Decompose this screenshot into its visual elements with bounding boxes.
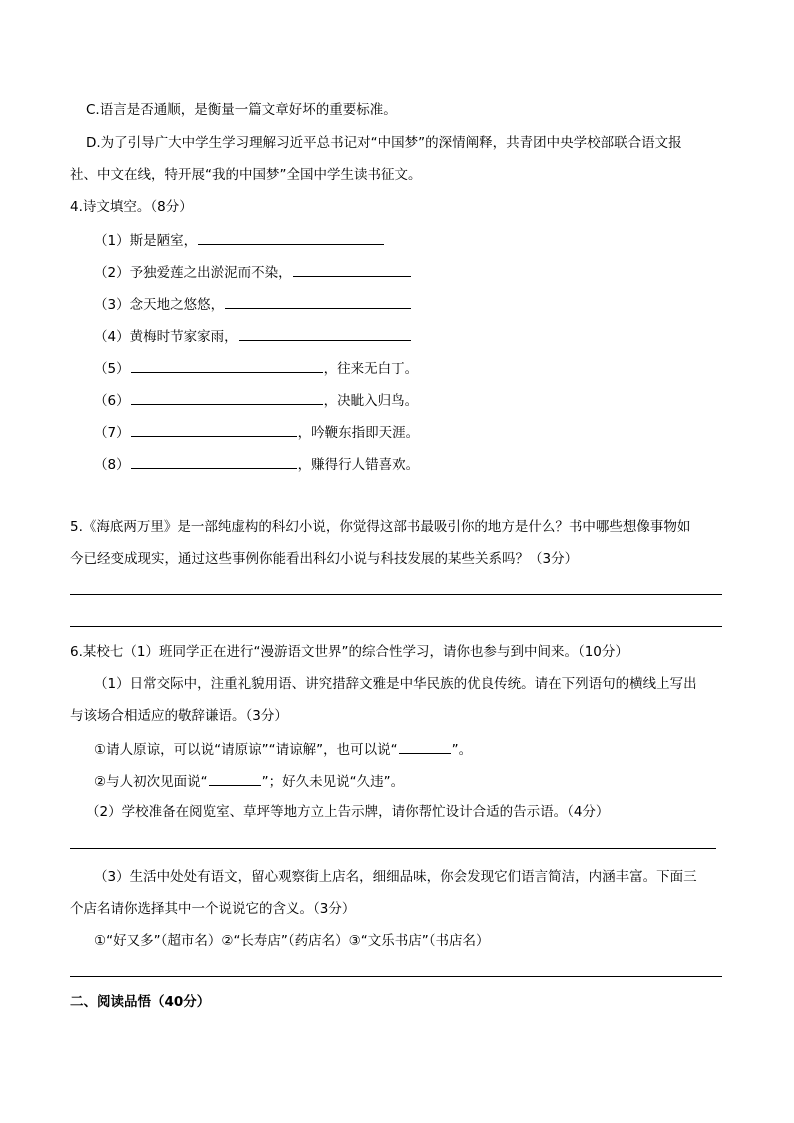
q3-option-d-line2: 社、中文在线，特开展“我的中国梦”全国中学生读书征文。: [70, 167, 422, 183]
q6-part1-item-a-close: ”。: [451, 742, 473, 758]
q6-part3-answer-line[interactable]: [70, 976, 722, 977]
q4-item-5-blank[interactable]: [131, 358, 323, 373]
q3-option-d-line1: D.为了引导广大中学生学习理解习近平总书记对“中国梦”的深情阐释，共青团中央学校部联合语文报: [86, 135, 682, 151]
q6-part1-item-b: [94, 771, 404, 791]
q6-part2: （2）学校准备在阅览室、草坪等地方立上告示牌，请你帮忙设计合适的告示语。（4分）: [86, 804, 610, 820]
q4-item-2-text: 予独爱莲之出淤泥而不染，: [129, 265, 292, 281]
q6-part1-item-b-text: ②与人初次见面说“: [94, 774, 208, 790]
q4-item-6-blank[interactable]: [131, 390, 323, 405]
q4-item-8-number: （8）: [94, 457, 130, 473]
q4-item-2-blank[interactable]: [293, 262, 411, 277]
q4-item-3: [94, 294, 412, 314]
q6-part2-answer-line[interactable]: [70, 848, 716, 849]
q6-part3-line2: 个店名请你选择其中一个说说它的含义。（3分）: [70, 901, 356, 917]
q6-part1-item-a-blank[interactable]: [399, 739, 451, 754]
q4-item-4-text: 黄梅时节家家雨，: [129, 329, 238, 345]
q4-item-2-number: （2）: [94, 265, 130, 281]
q3-option-c: C.语言是否通顺，是衡量一篇文章好坏的重要标准。: [86, 102, 397, 118]
q5-answer-line-2[interactable]: [70, 626, 722, 627]
q4-item-6: [94, 390, 418, 410]
q4-item-1-number: （1）: [94, 233, 130, 249]
q4-item-2: [94, 262, 412, 282]
q4-item-4-number: （4）: [94, 329, 130, 345]
q4-item-8-blank[interactable]: [131, 454, 297, 469]
q4-item-8-text: ，赚得行人错喜欢。: [297, 457, 420, 473]
q5-answer-line-1[interactable]: [70, 594, 722, 595]
q5-line1: 5.《海底两万里》是一部纯虚构的科幻小说，你觉得这部书最吸引你的地方是什么？书中哪些想像事物如: [70, 519, 691, 535]
q4-item-7-blank[interactable]: [131, 422, 297, 437]
q4-item-5: [94, 358, 418, 378]
q4-item-4-blank[interactable]: [239, 326, 411, 341]
q4-item-1-blank[interactable]: [198, 230, 384, 245]
q4-item-4: [94, 326, 412, 346]
q4-item-6-text: ，决眦入归鸟。: [323, 393, 419, 409]
q4-item-5-number: （5）: [94, 361, 130, 377]
q4-item-6-number: （6）: [94, 393, 130, 409]
q4-item-5-text: ，往来无白丁。: [323, 361, 419, 377]
q4-item-7: [94, 422, 419, 442]
q4-item-7-text: ，吟鞭东指即天涯。: [297, 425, 420, 441]
q6-part1-item-a-text: ①请人原谅，可以说“请原谅”“请谅解”，也可以说“: [94, 742, 398, 758]
q4-item-1-text: 斯是陋室，: [129, 233, 198, 249]
q6-part1-item-b-blank[interactable]: [209, 771, 261, 786]
q6-part1-line2: 与该场合相适应的敬辞谦语。（3分）: [70, 708, 288, 724]
q5-line2: 今已经变成现实，通过这些事例你能看出科幻小说与科技发展的某些关系吗？（3分）: [70, 551, 579, 567]
q4-item-3-text: 念天地之悠悠，: [129, 297, 225, 313]
q4-item-7-number: （7）: [94, 425, 130, 441]
section2-title: 二、阅读品悟（40分）: [70, 994, 211, 1010]
q4-item-1: [94, 230, 385, 250]
q6-title: 6.某校七（1）班同学正在进行“漫游语文世界”的综合性学习，请你也参与到中间来。（10分）: [70, 644, 629, 660]
q6-part3-options: ①“好又多”（超市名）②“长寿店”（药店名）③“文乐书店”（书店名）: [94, 933, 490, 949]
q4-item-3-blank[interactable]: [225, 294, 411, 309]
q4-title: 4.诗文填空。（8分）: [70, 199, 193, 215]
q6-part1-item-a: [94, 739, 472, 759]
q6-part1-item-b-close: ”；好久未见说“久违”。: [261, 774, 405, 790]
q6-part1-line1: （1）日常交际中，注重礼貌用语、讲究措辞文雅是中华民族的优良传统。请在下列语句的横线上写出: [94, 676, 697, 692]
q4-item-8: [94, 454, 419, 474]
q6-part3-line1: （3）生活中处处有语文，留心观察街上店名，细细品味，你会发现它们语言简洁，内涵丰富。下面三: [94, 869, 697, 885]
q4-item-3-number: （3）: [94, 297, 130, 313]
